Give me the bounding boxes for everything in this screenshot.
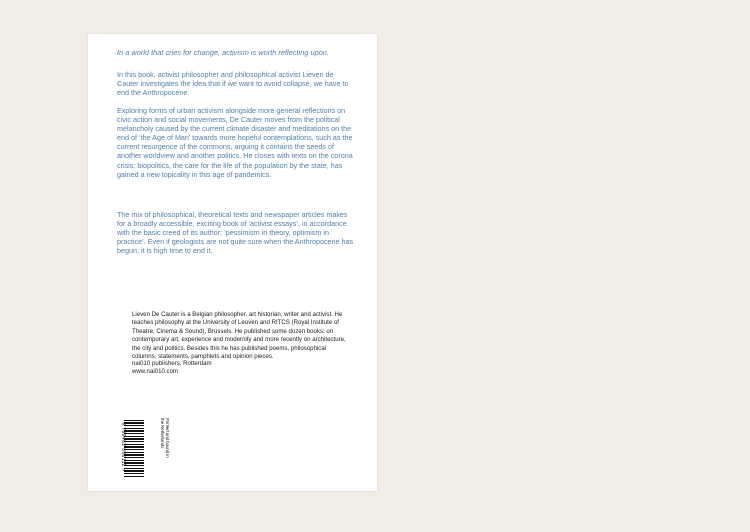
barcode-icon <box>124 420 144 478</box>
publisher-website: www.nai010.com <box>132 368 179 376</box>
printed-notice <box>160 418 170 476</box>
printed-line-2: the Netherlands <box>160 418 165 449</box>
barcode-area <box>116 418 170 480</box>
publisher-info <box>132 360 332 377</box>
blurb-paragraph-2: Exploring forms of urban activism alongside more general reflections on civic action and social movements, De Cauter moves from the political melancholy caused by the current climate disaster and meditations on the end of ‘the Age of Man’ towards more hopeful contemplations, such as the current resurgence of the commons, arguing it contains the seeds of another worldview and another politics. He closes with texts on the corona crisis: biopolitics, the care for the life of the population by the state, has gained a new topicality in this age of pandemics. <box>117 106 353 179</box>
tagline: In a world that cries for change, activism is worth reflecting upon. <box>117 48 329 57</box>
printed-line-1: Printed and bound in <box>165 418 170 458</box>
blurb-paragraph-1: In this book, activist philosopher and philosophical activist Lieven de Cauter investigates the idea that if we want to avoid collapse, we have to end the Anthropocene. <box>117 70 349 98</box>
isbn-digits: 9 789462 086111 > <box>120 422 126 472</box>
publisher-name: nai010 publishers, Rotterdam <box>132 360 212 367</box>
book-back-cover <box>88 34 377 491</box>
blurb-paragraph-3: The mix of philosophical, theoretical texts and newspaper articles makes for a broadly accessible, exciting book of ‘activist essays’, in accordance with the basic creed of its author: ‘pessimism in theory, optimism in practice’. Even if geologists are not quite sure when the Anthropocene has begun, it is high time to end it. <box>117 210 354 256</box>
author-bio: Lieven De Cauter is a Belgian philosopher, art historian, writer and activist. He teaches philosophy at the University of Leuven and RITCS (Royal Institute of Theatre, Cinema & Sound), Brussels. He published some dozen books: on contemporary art, experience and modernity and more recently on architecture, the city and politics. Besides this he has published poems, philosophical columns, statements, pamphlets and opinion pieces. <box>132 311 346 361</box>
